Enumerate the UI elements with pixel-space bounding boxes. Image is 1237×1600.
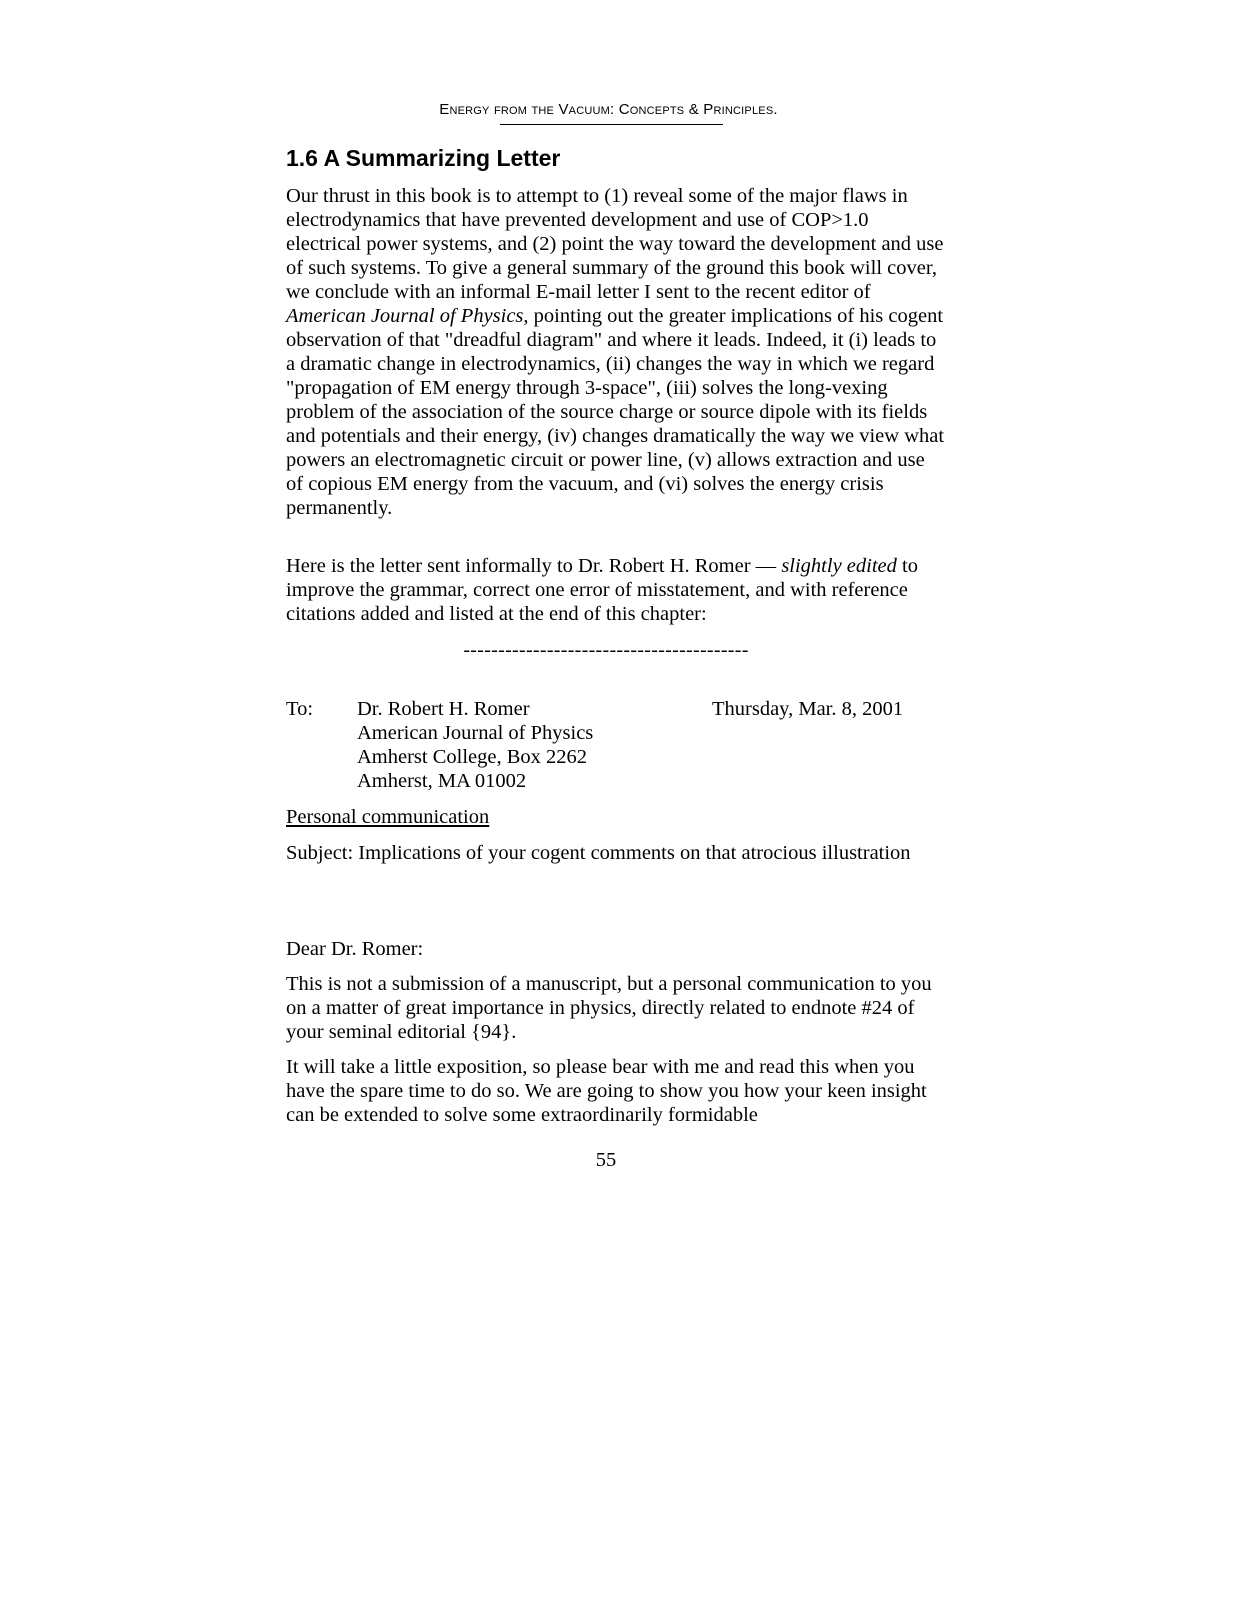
lead-in-paragraph — [286, 554, 946, 626]
header-rule — [500, 124, 723, 125]
address-line: Amherst, MA 01002 — [357, 770, 527, 792]
personal-communication-note: Personal communication — [286, 806, 490, 828]
letter-salutation: Dear Dr. Romer: — [286, 938, 424, 960]
lead-in-part1: Here is the letter sent informally to Dr. Robert H. Romer — — [286, 555, 782, 577]
intro-paragraph — [286, 184, 946, 520]
address-line: Dr. Robert H. Romer — [357, 698, 530, 720]
to-label: To: — [286, 698, 314, 720]
address-lines — [357, 697, 593, 793]
section-title: 1.6 A Summarizing Letter — [286, 145, 561, 171]
address-line: Amherst College, Box 2262 — [357, 746, 588, 768]
intro-text-part1: Our thrust in this book is to attempt to (1) reveal some of the major flaws in electrodynamics that have prevented development and use of COP>1.0 electrical power systems, and (2) point the way toward the development and use of such systems. To give a general summary of the ground this book will cover, we conclude with an informal E-mail letter I sent to the recent editor of — [286, 185, 944, 303]
journal-title-italic: American Journal of Physics — [286, 305, 524, 327]
intro-text-part2: , pointing out the greater implications of his cogent observation of that "dreadful diagram" and where it leads. Indeed, it (i) leads to a dramatic change in electrodynamics, (ii) changes the way in which we regard "propagation of EM energy through 3-space", (iii) solves the long-vexing problem of the association of the source charge or source dipole with its fields and potentials and their energy, (iv) changes dramatically the way we view what powers an electromagnetic circuit or power line, (v) allows extraction and use of copious EM energy from the vacuum, and (vi) solves the energy crisis permanently. — [286, 305, 945, 519]
address-line: American Journal of Physics — [357, 722, 594, 744]
letter-subject: Subject: Implications of your cogent comments on that atrocious illustration — [286, 842, 911, 864]
letter-date: Thursday, Mar. 8, 2001 — [712, 698, 904, 720]
letter-paragraph-2: It will take a little exposition, so please bear with me and read this when you have the spare time to do so. We are going to show you how your keen insight can be extended to solve some extraordinarily formidable — [286, 1056, 927, 1126]
lead-in-italic: slightly edited — [781, 555, 897, 577]
page-number: 55 — [595, 1149, 617, 1171]
running-header: Energy from the Vacuum: Concepts & Principles. — [439, 101, 778, 118]
separator-line: ----------------------------------------- — [463, 639, 749, 661]
lead-in-part2: to improve the grammar, correct one error of misstatement, and with reference citations added and listed at the end of this chapter: — [286, 555, 918, 625]
letter-paragraph-1: This is not a submission of a manuscript, but a personal communication to you on a matter of great importance in physics, directly related to endnote #24 of your seminal editorial {94}. — [286, 973, 932, 1043]
